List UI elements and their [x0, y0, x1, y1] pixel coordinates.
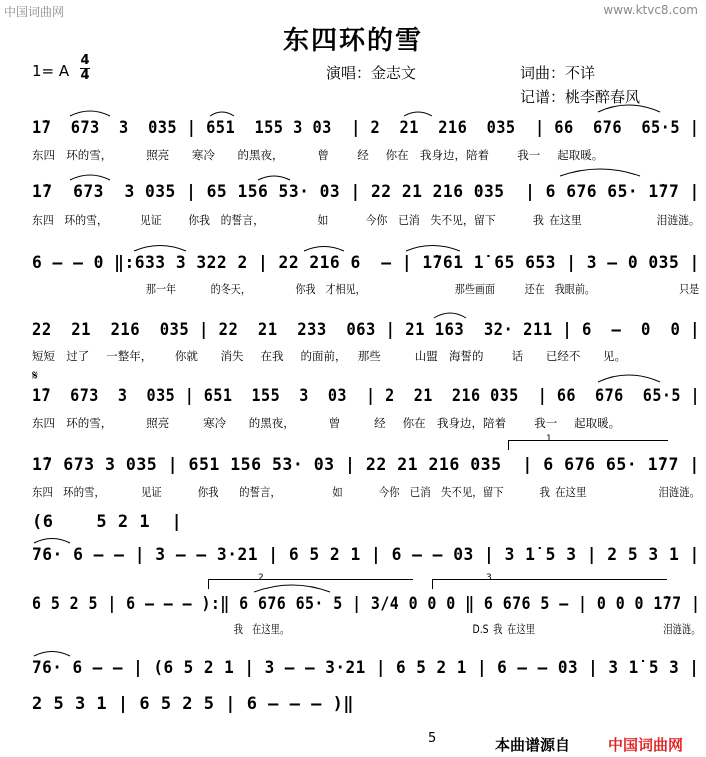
lyrics-row-4: 短短 过了 一整年， 你就 消失 在我 的面前， 那些 山盟 海誓的 话 已经不 见。 — [32, 349, 627, 363]
source-site-link[interactable]: 中国词曲网 — [608, 736, 684, 754]
lyrics-row-6: 东四 环的雪， 见证 你我 的誓言， 如 今你 已消 失不见，留下 我 在这里 泪涟涟。 — [32, 485, 701, 499]
lyrics-row-9: 我 在这里。 D.S 我 在这里 泪涟涟。 — [32, 622, 701, 636]
lyrics-row-3: 那一年 的冬天， 你我 才相见， 那些画面 还在 我眼前。 只是 — [32, 282, 700, 296]
time-signature-top: 4 — [80, 53, 90, 68]
notation-row-5: 1̇7 673 3 035 | 651 155 3 03 | 2 21 216 035 | 66 676 65·5 | — [32, 386, 701, 406]
time-signature-bottom: 4 — [80, 68, 90, 83]
notation-row-11: 2 5 3 1 | 6 5 2 5 | 6 – – – )‖ — [32, 694, 355, 714]
lyrics-row-2: 东四 环的雪， 见证 你我 的誓言， 如 今你 已消 失不见，留下 我 在这里 泪涟涟。 — [32, 213, 700, 227]
notation-row-2: 1̇7 673 3 035 | 65 156 53· 03 | 22 21 216 035 | 6 676 65· 1̇77 | — [32, 182, 700, 202]
lyrics-row-5: 东四 环的雪， 照亮 寒冷 的黑夜， 曾 经 你在 我身边，陪着 我一 起取暖。 — [32, 416, 621, 430]
slur-arc — [70, 175, 110, 180]
singer-credit: 演唱：金志文 — [326, 64, 417, 82]
slur-arc — [598, 105, 660, 112]
slur-arc — [34, 652, 70, 657]
transcriber-credit: 记谱：桃李醉春风 — [520, 88, 641, 106]
watermark-left: 中国词曲网 — [4, 5, 65, 19]
slur-arc — [434, 313, 466, 318]
notation-row-8: 76· 6 – – | 3 – – 3·21 | 6 5 2 1 | 6 – – 03 | 3 1̇ 5 3 | 2 5 3 1 | — [32, 545, 700, 565]
slur-arc — [598, 375, 660, 382]
notation-row-1: 1̇7 673 3 035 | 651 155 3 03 | 2 21 216 035 | 66 676 65·5 | — [32, 118, 700, 138]
slur-arc — [406, 246, 460, 252]
slur-arc — [404, 112, 432, 116]
notation-row-10: 76· 6 – – | (6 5 2 1 | 3 – – 3·21 | 6 5 2 1 | 6 – – 03 | 3 1̇ 5 3 | — [32, 658, 700, 678]
slur-arc — [254, 585, 330, 592]
notation-row-7: (6 5 2 1 | — [32, 512, 183, 532]
watermark-right: www.ktvc8.com — [603, 3, 698, 17]
source-label: 本曲谱源自 — [495, 736, 571, 754]
segno-sign: 𝄋 — [32, 368, 39, 384]
notation-row-3: 6 – – 0 ‖:633 3 322 2 | 22 216 6 – | 1̇761 1̇ 65 653 | 3 – 0 035 | — [32, 253, 700, 273]
key-signature: 1= A — [32, 62, 70, 80]
page-number: 5 — [428, 731, 437, 746]
lyricist-composer-credit: 词曲：不详 — [520, 64, 596, 82]
slur-arc — [304, 247, 344, 252]
volta-number-3: 3 — [486, 573, 492, 583]
slur-arc — [210, 112, 234, 116]
slur-arc — [134, 246, 186, 252]
slur-arc — [34, 539, 70, 544]
slur-arc — [258, 176, 290, 180]
slur-arc — [560, 169, 640, 176]
volta-number-1: 1 — [546, 434, 552, 444]
notation-row-6: 1̇7 673 3 035 | 651 156 53· 03 | 22 21 216 035 | 6 676 65· 1̇77 | — [32, 455, 700, 475]
slur-arc — [70, 111, 110, 116]
lyrics-row-1: 东四 环的雪， 照亮 寒冷 的黑夜， 曾 经 你在 我身边，陪着 我一 起取暖。 — [32, 148, 604, 162]
notation-row-4: 22 21 216 035 | 22 21 233 063 | 21 163 32· 211 | 6 – 0 0 | — [32, 320, 700, 340]
volta-number-2: 2 — [258, 573, 264, 583]
song-title: 东四环的雪 — [282, 26, 423, 56]
notation-row-9: 6 5 2 5 | 6 – – – ):‖ 6 676 65· 5 | 3/4 0 0 0 ‖ 6 676 5 – | 0 0 0 1̇77 | — [32, 594, 701, 614]
